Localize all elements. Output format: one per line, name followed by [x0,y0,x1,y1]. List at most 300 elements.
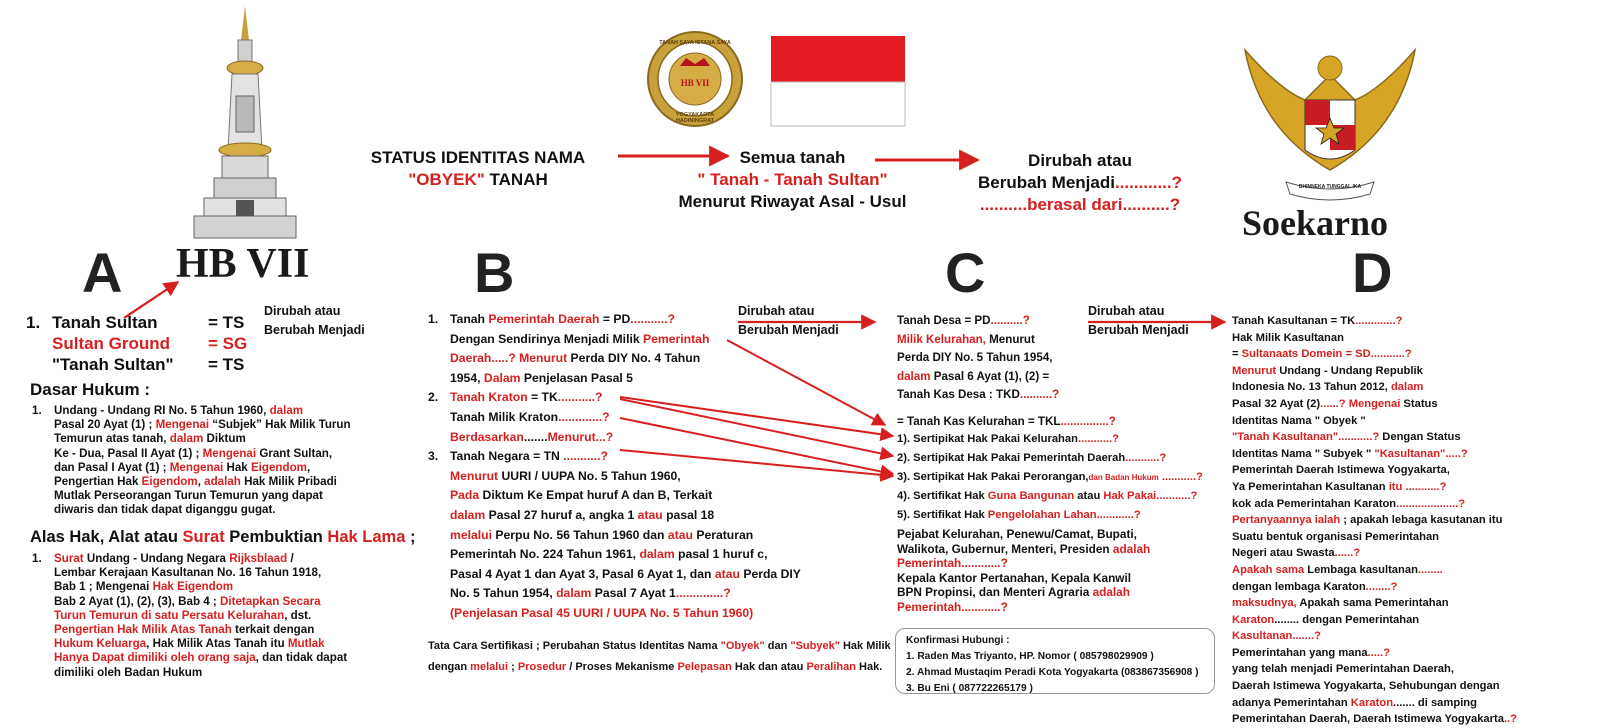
d-line [1232,695,1517,712]
text-segment: Karaton [1350,696,1394,709]
text-segment: .....? [1445,447,1468,460]
text-segment: dalam [269,404,304,417]
cert-line [897,487,1203,506]
text-segment: Pasal 4 Ayat 1 dan Ayat 3, Pasal 6 Ayat 1, dan [450,566,715,581]
text-segment: Hak Milik Kasultanan [1232,331,1344,344]
dasar-line [32,461,351,475]
text-segment: Diktum Ke Empat huruf A dan B, Terkait [479,488,713,503]
text-segment: Pasal 20 Ayat (1) ; [54,418,156,432]
b-line [428,447,801,467]
text-segment: kok ada Pemerintahan Karaton [1232,497,1397,510]
footer-line [428,657,891,678]
semua-line3: Menurut Riwayat Asal - Usul [678,192,907,211]
d-line [1232,363,1517,380]
text-segment: Penjelasan Pasal 5 [520,370,633,385]
a-item-2-label: Sultan Ground [52,334,171,353]
a-item-3-code: = TS [208,355,245,374]
d-line [1232,429,1517,446]
text-segment: Dengan Sendirinya Menjadi Milik [450,331,644,346]
dasar-line [32,503,351,517]
text-segment: Menurut [519,351,568,366]
text-segment: dalam [1390,381,1424,394]
a-item-2-code: = SG [208,334,248,353]
d-line [1232,479,1517,496]
dirubah-line2-red: ............? [1114,173,1183,192]
cert-line [897,449,1203,468]
c-connector-line1: Dirubah atau [1088,304,1165,318]
text-segment: atau [714,566,740,581]
text-segment: Hak Eigendom [152,580,234,594]
text-segment: adalah [204,475,241,489]
text-segment: Pasal 27 huruf a, angka 1 [485,507,638,522]
d-line [1232,396,1517,413]
d-line [1232,446,1517,463]
alas-line [32,595,347,609]
text-segment: Surat [182,528,225,546]
alas-line [32,637,347,651]
text-segment: dalam [897,369,931,383]
text-segment: 3). Sertipikat Hak Pakai Perorangan, [897,470,1089,483]
b-line [428,428,801,448]
text-segment: Pengertian Hak [54,475,142,489]
text-segment: ; apakah lebaga kasutanan itu [1340,514,1503,527]
semua-tanah-heading [655,147,930,213]
text-segment: Hukum Keluarga [54,637,147,651]
konfirmasi-box [895,628,1215,694]
text-segment: Tanah Desa = PD [897,314,991,327]
text-segment: ..........? [1019,388,1060,402]
text-segment: Hak [223,460,251,474]
text-segment: 4). Sertifikat Hak [897,490,988,503]
text-segment: atau [667,527,693,542]
d-line [1232,462,1517,479]
text-segment: ......? [1320,397,1349,410]
text-segment: 1954, [450,370,484,385]
text-segment: Pemerintah [643,331,710,346]
section-a-items [26,312,247,375]
b-line [428,349,801,369]
text-segment: Menurut...? [547,429,614,444]
text-segment: Karaton [1232,613,1275,626]
text-segment: ...........? [1370,348,1412,361]
hb-vii-label: HB VII [176,241,310,287]
text-segment: Tanah Kraton [450,390,528,405]
text-segment: "Subyek" [790,640,840,652]
text-segment: Hak Pakai [1103,490,1157,503]
d-line [1232,678,1517,695]
text-segment: yang telah menjadi Pemerintahan Daerah, [1232,663,1454,676]
cert-line [897,506,1203,525]
text-segment: terkait dengan [231,623,315,637]
text-segment: Bab 2 Ayat (1), (2), (3), Bab 4 ; [54,594,220,608]
text-segment: (Penjelasan Pasal 45 UURI / UUPA No. 5 Tahun 1960) [450,605,754,620]
d-line [1232,346,1517,363]
status-line1: STATUS IDENTITAS NAMA [370,148,586,167]
text-segment: Ke - Dua, Pasal II Ayat (1) ; [54,446,203,460]
status-identitas-heading [346,147,610,191]
text-segment: ..............? [675,586,731,601]
footer-line [428,636,891,657]
text-segment: Identitas Nama " Subyek " [1232,447,1375,460]
text-segment: Tanah Kasultanan = TK [1232,315,1356,327]
text-segment: pasal 1 huruf c, [674,547,768,562]
alas-hak-title [30,528,415,547]
text-segment: dimiliki oleh Badan Hukum [54,665,203,679]
d-line [1232,379,1517,396]
tkl-line [897,413,1116,432]
text-segment: Pengelolahan Lahan [987,509,1097,522]
text-segment: , dan tidak dapat [255,651,348,665]
a-item-3 [26,354,247,375]
text-segment: dalam [639,547,675,562]
text-segment: Walikota, Gubernur, Menteri, Presiden [897,541,1113,556]
text-segment: Daerah Istimewa Yogyakarta, Sehubungan dengan [1232,680,1500,693]
text-segment: Temurun atas tanah, [54,432,170,446]
text-segment: Status [1400,397,1438,410]
text-segment: ..........? [990,314,1030,327]
sertipikat-list [897,430,1203,525]
text-segment: dan [764,640,791,652]
text-segment: Perda DIY No. 4 Tahun [567,351,701,366]
a-item-3-label: "Tanah Sultan" [52,355,174,374]
c-connector-line2: Berubah Menjadi [1088,323,1189,337]
text-segment: Lembar Kerajaan Kasultanan No. 16 Tahun 1918, [54,566,322,580]
text-segment: Berdasarkan [450,429,524,444]
text-segment: Rijksblaad [229,552,288,565]
text-segment: Turun Temurun di satu Persatu Kelurahan [54,608,285,622]
dasar-hukum-title: Dasar Hukum : [30,380,150,399]
b-line [428,506,801,526]
b-line [428,565,801,585]
dirubah-line1: Dirubah atau [1028,151,1132,170]
text-segment: Hak dan atau [731,661,807,673]
text-segment: diwaris dan tidak dapat diganggu gugat. [54,503,276,517]
d-line [1232,579,1517,596]
text-segment: ............? [961,599,1008,614]
text-segment: Pemerintah No. 224 Tahun 1961, [450,547,640,562]
text-segment: Prosedur [517,661,567,673]
text-segment: ...........? [1156,490,1198,503]
pejabat-line [897,571,1150,586]
text-segment: Menurut [1232,364,1277,377]
text-segment: Kasultanan [1232,630,1293,643]
d-line [1232,612,1517,629]
tanah-kas-kelurahan [897,413,1116,432]
a-item-1-num: 1. [26,313,41,332]
text-segment: No. 5 Tahun 1954, [450,586,557,601]
dasar-line [32,432,351,446]
c-line [897,386,1059,405]
pejabat-line [897,556,1150,571]
seal-bottom-text: YOGYAKARTA HADININGRAT [675,112,715,124]
semua-line1: Semua tanah [739,148,846,167]
text-segment: adanya Pemerintahan [1232,696,1351,709]
dirubah-heading [950,150,1210,216]
text-segment: ........ dengan Pemerintahan [1274,613,1420,626]
item-number: 2. [428,390,439,405]
c-line [897,312,1059,331]
text-segment: Tanah Milik Kraton [450,409,559,424]
text-segment: , [197,475,205,489]
text-segment: Tanah [450,312,489,326]
text-segment: ...........? [1338,431,1380,444]
column-d-letter: D [1352,241,1393,304]
dasar-line [32,475,351,489]
text-segment: ..? [1503,713,1517,726]
text-segment: Hanya Dapat dimiliki oleh orang saja [54,651,256,665]
text-segment: “Subjek” Hak Milik Turun [209,418,351,432]
a-item-2 [26,333,247,354]
text-segment: Mengenai [1348,397,1401,410]
dirubah-line2-black: Berubah Menjadi [977,173,1115,192]
text-segment: ....... [523,429,548,444]
alas-hak-list [32,552,347,680]
text-segment: adalah [1092,585,1130,600]
text-segment: Sultanaats Domein = SD [1241,348,1371,361]
text-segment: dan Pasal I Ayat (1) ; [54,460,170,474]
d-line [1232,628,1517,645]
d-line [1232,529,1517,546]
text-segment: Identitas Nama " Obyek " [1232,414,1366,427]
dasar-line [32,404,351,418]
text-segment: Apakah sama Pemerintahan [1296,597,1449,610]
a-item-1-label: Tanah Sultan [52,313,158,332]
b-line [428,545,801,565]
text-segment: / Proses Mekanisme [566,661,678,673]
a-connector-label [264,302,365,340]
text-segment: ; [405,528,416,546]
text-segment: Pertanyaannya ialah [1232,514,1341,527]
text-segment: Suatu bentuk organisasi Pemerintahan [1232,530,1440,543]
text-segment: Pemerintah [897,556,962,571]
text-segment: Pemerintah Daerah [488,312,600,326]
text-segment: ............? [961,556,1008,571]
kontak-3: 3. Bu Eni ( 087722265179 ) [906,683,1033,694]
text-segment: Guna Bangunan [987,490,1075,503]
kontak-2: 2. Ahmad Mustaqim Peradi Kota Yogyakarta (083867356908 ) [906,667,1199,678]
text-segment: BPN Propinsi, dan Menteri Agraria [897,585,1093,600]
pejabat-line [897,527,1150,542]
dasar-line [32,447,351,461]
alas-line [32,552,347,566]
text-segment: maksudnya, [1232,597,1297,610]
text-segment: Pasal 32 Ayat (2) [1232,397,1321,410]
b-line [428,369,801,389]
konfirmasi-title: Konfirmasi Hubungi : [906,635,1010,646]
text-segment: itu [1388,480,1403,493]
text-segment: Mutlak [287,637,325,651]
text-segment: Diktum [203,432,246,446]
text-segment: = [1232,348,1242,361]
text-segment: Hak Lama [327,528,406,546]
text-segment: dalam [169,432,204,446]
b-connector-line1: Dirubah atau [738,304,815,318]
text-segment: Milik Kelurahan, [897,332,986,346]
text-segment: "Kasultanan" [1374,447,1446,460]
text-segment: ...........? [557,390,603,405]
b-line [428,486,801,506]
c-line [897,349,1059,368]
text-segment: Pemerintah [897,599,962,614]
text-segment: ; [508,661,518,673]
text-segment: .......? [1292,630,1321,643]
d-line [1232,595,1517,612]
text-segment: atau [637,507,663,522]
d-line [1232,413,1517,430]
text-segment: ....... di samping [1393,696,1477,709]
tanah-label: TANAH [489,170,548,189]
text-segment: Tata Cara Sertifikasi ; Perubahan Status Identitas Nama [428,640,721,652]
kontak-1: 1. Raden Mas Triyanto, HP. Nomor ( 085798029909 ) [906,651,1154,662]
text-segment: dengan [428,661,471,673]
text-segment: = Tanah Kas Kelurahan = TKL [897,415,1061,428]
b-line [428,408,801,428]
d-line [1232,330,1517,347]
text-segment: Pejabat Kelurahan, Penewu/Camat, Bupati, [897,527,1137,541]
column-c-letter: C [945,241,986,304]
text-segment: ......? [1334,547,1361,560]
pejabat-list [897,527,1150,615]
dirubah-line3: ..........berasal dari..........? [979,195,1181,214]
section-b-text [428,310,801,624]
pejabat-line [897,600,1150,615]
item-number: 1. [32,552,42,565]
soekarno-label: Soekarno [1242,203,1389,243]
dasar-line [32,489,351,503]
a-connector-line2: Berubah Menjadi [264,323,365,337]
text-segment: ........ [1417,563,1443,576]
alas-line [32,609,347,623]
obyek-label: "OBYEK" [408,170,485,189]
text-segment: Pada [450,488,480,503]
b-connector-line2: Berubah Menjadi [738,323,839,337]
text-segment: .............? [1355,315,1403,327]
cert-line [897,430,1203,449]
text-segment: dalam [450,507,486,522]
text-segment: ...........? [1158,470,1203,483]
d-line [1232,661,1517,678]
text-segment: Eigendom [250,460,307,474]
text-segment: Undang - Undang Republik [1276,364,1423,377]
text-segment: 2). Sertipikat Hak Pakai Pemerintah Daerah [897,451,1126,464]
d-line [1232,645,1517,662]
c-line [897,331,1059,350]
text-segment: Pembuktian [224,528,328,546]
a-item-1 [26,312,247,333]
text-segment: Tanah Negara = TN [450,449,564,464]
pejabat-line [897,585,1150,600]
text-segment: Peralihan [806,661,856,673]
semua-line2: " Tanah - Tanah Sultan" [697,170,888,189]
d-line [1232,545,1517,562]
tugu-monument-icon [194,6,296,238]
text-segment: Hak Milik Pribadi [240,475,337,489]
text-segment: Indonesia No. 13 Tahun 2012, [1232,381,1391,394]
text-segment: Ditetapkan Secara [220,594,321,608]
text-segment: Undang - Undang Negara [83,552,230,565]
text-segment: Grant Sultan, [256,446,333,460]
b-line [428,330,801,350]
seal-top-text: TANAH SAYA ISTANA SAYA [659,40,731,46]
text-segment: Bab 1 ; Mengenai [54,580,153,594]
b-line [428,388,801,408]
text-segment: Hak. [855,661,883,673]
text-segment: ...........? [1125,451,1167,464]
text-segment: pasal 18 [662,507,715,522]
text-segment: 5). Sertifikat Hak [897,509,988,522]
item-number: 1. [428,312,439,326]
text-segment: Mengenai [169,460,224,474]
text-segment: ...........? [1077,433,1119,445]
text-segment: Pemerintahan Daerah, Daerah Istimewa Yogyakarta [1232,713,1504,726]
text-segment: Perda DIY No. 5 Tahun 1954, [897,351,1053,365]
text-segment: 1). Sertipikat Hak Pakai Kelurahan [897,433,1078,445]
text-segment: = TK [527,390,558,405]
c-connector-label [1088,302,1189,340]
garuda-ribbon-text: BHINNEKA TUNGGAL IKA [1298,184,1362,190]
cert-line [897,468,1203,488]
text-segment: ...........? [630,312,675,326]
section-b-footer [428,636,891,678]
column-b-letter: B [474,241,515,304]
text-segment: / [287,552,294,565]
text-segment: UURI / UUPA No. 5 Tahun 1960, [498,468,681,483]
text-segment: dengan lembaga Karaton [1232,580,1366,593]
alas-line [32,580,347,594]
text-segment: , [307,460,311,474]
seal-center-text: HB VII [680,78,710,88]
text-segment: .....? [1367,646,1390,659]
text-segment: melalui [470,661,509,673]
text-segment: Mengenai [202,446,257,460]
text-segment: melalui [450,527,492,542]
text-segment: Pengertian Hak Milik Atas Tanah [54,623,232,637]
text-segment: Ya Pemerintahan Kasultanan [1232,480,1389,493]
pejabat-line [897,542,1150,557]
text-segment: Mengenai [155,418,210,432]
text-segment: Menurut [985,332,1035,346]
text-segment: Pelepasan [677,661,732,673]
text-segment: Undang - Undang RI No. 5 Tahun 1960, [54,404,270,417]
text-segment: , dst. [284,608,312,622]
text-segment: ...............? [1060,415,1116,428]
b-line [428,310,801,330]
b-line [428,584,801,604]
section-d-text [1232,313,1517,728]
d-line [1232,512,1517,529]
text-segment: ...........? [563,449,608,464]
text-segment: Perda DIY [739,566,801,581]
text-segment: Daerah.....? [450,351,520,366]
d-line [1232,562,1517,579]
text-segment: Pemerintahan yang mana [1232,646,1368,659]
text-segment: Pasal 6 Ayat (1), (2) = [930,369,1050,383]
text-segment: Hak Milik [839,640,891,652]
text-segment: dan Badan Hukum [1088,472,1159,482]
alas-line [32,566,347,580]
text-segment: dalam [556,586,592,601]
text-segment: Mutlak Perseorangan Turun Temurun yang dapat [54,489,323,503]
text-segment: Alas Hak, Alat atau [30,528,183,546]
text-segment: , Hak Milik Atas Tanah itu [146,637,288,651]
b-line [428,467,801,487]
garuda-pancasila-icon [1245,50,1415,200]
text-segment: "Obyek" [720,640,765,652]
text-segment: Apakah sama [1232,563,1305,576]
text-segment: Perpu No. 56 Tahun 1960 dan [492,527,668,542]
text-segment: ...........? [1402,480,1447,493]
column-a-letter: A [82,241,123,304]
